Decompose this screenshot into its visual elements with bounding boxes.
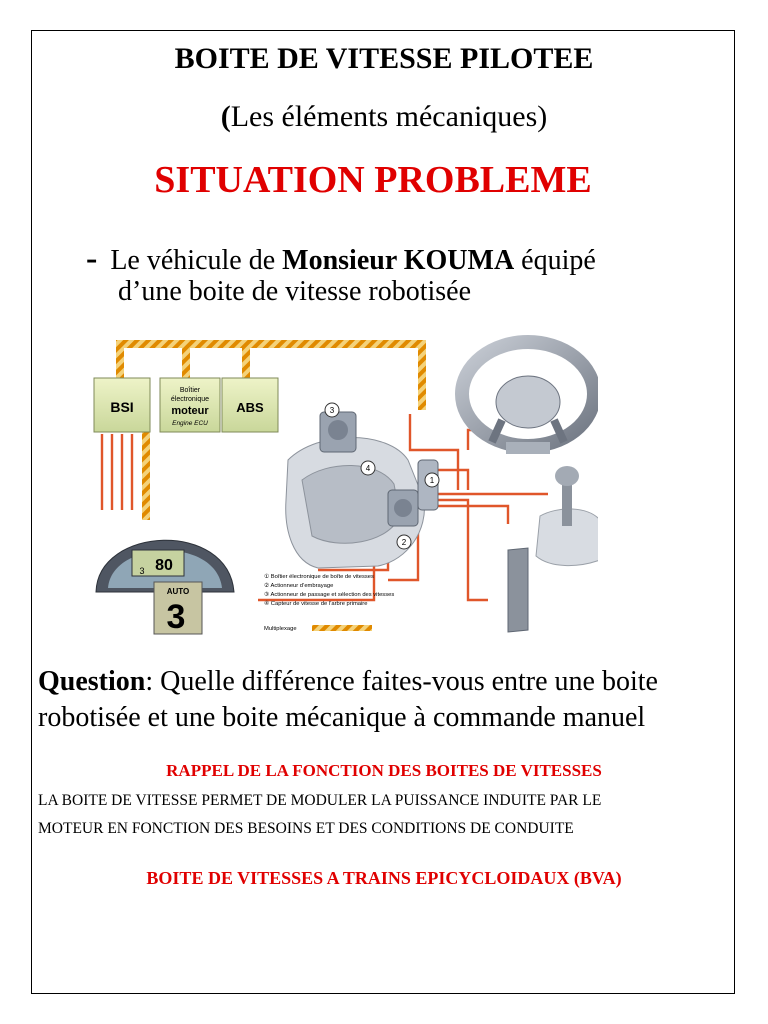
instrument-cluster-illustration	[96, 540, 234, 636]
subtitle-text: Les éléments mécaniques)	[230, 100, 548, 133]
intro-post: équipé	[521, 245, 596, 276]
rappel-heading: RAPPEL DE LA FONCTION DES BOITES DE VITESSES	[166, 761, 602, 780]
svg-text:ABS: ABS	[236, 400, 264, 415]
page-title: BOITE DE VITESSE PILOTEE	[174, 42, 594, 75]
intro-name: Monsieur KOUMA	[282, 245, 515, 276]
gearbox-diagram	[88, 330, 598, 648]
legend-multiplexage: Multiplexage	[264, 626, 297, 632]
intro-line-2: d’une boite de vitesse robotisée	[118, 276, 472, 307]
gear-lever-illustration	[536, 466, 598, 566]
svg-text:moteur: moteur	[171, 405, 209, 417]
page-subtitle	[0, 100, 768, 134]
svg-text:Engine ECU: Engine ECU	[172, 420, 208, 427]
intro-line-1	[86, 240, 596, 278]
svg-text:AUTO: AUTO	[166, 587, 190, 596]
bva-heading: BOITE DE VITESSES A TRAINS EPICYCLOIDAUX (BVA)	[146, 868, 622, 888]
intro-pre: Le véhicule de	[110, 245, 276, 276]
situation-heading: SITUATION PROBLEME	[154, 159, 592, 201]
pedal-illustration	[508, 548, 528, 632]
question-line-1	[38, 666, 658, 698]
svg-text:1: 1	[429, 476, 435, 485]
svg-text:3: 3	[139, 566, 145, 576]
rappel-text-2: MOTEUR EN FONCTION DES BESOINS ET DES CONDITIONS DE CONDUITE	[38, 820, 574, 837]
svg-text:4: 4	[365, 464, 371, 473]
legend-item-4: ④ Capteur de vitesse de l’arbre primaire	[264, 601, 368, 607]
svg-text:3: 3	[166, 598, 186, 636]
abs-box	[222, 378, 278, 432]
rappel-text-1: LA BOITE DE VITESSE PERMET DE MODULER LA PUISSANCE INDUITE PAR LE	[38, 792, 602, 809]
engine-ecu-box	[160, 378, 220, 432]
question-line-2: robotisée et une boite mécanique à commande manuel	[38, 702, 646, 733]
svg-text:électronique: électronique	[170, 396, 210, 403]
question-label: Question	[38, 666, 146, 697]
gearbox-illustration	[286, 403, 439, 568]
legend-item-3: ③ Actionneur de passage et sélection des vitesses	[264, 592, 395, 598]
svg-text:BSI: BSI	[110, 399, 134, 415]
question-text: : Quelle différence faites-vous entre une boite	[145, 666, 658, 697]
svg-text:3: 3	[329, 406, 335, 415]
svg-text:80: 80	[155, 557, 173, 574]
legend-item-1: ① Boîtier électronique de boîte de vitesses	[264, 574, 374, 580]
steering-wheel-illustration	[462, 342, 594, 454]
subtitle-paren: (	[220, 100, 231, 133]
bullet-dash: -	[86, 240, 98, 277]
legend-hatch	[312, 625, 372, 631]
bsi-box	[94, 378, 150, 432]
svg-text:2: 2	[401, 538, 407, 547]
legend-item-2: ② Actionneur d’embrayage	[264, 583, 334, 589]
svg-text:Boîtier: Boîtier	[179, 387, 201, 394]
